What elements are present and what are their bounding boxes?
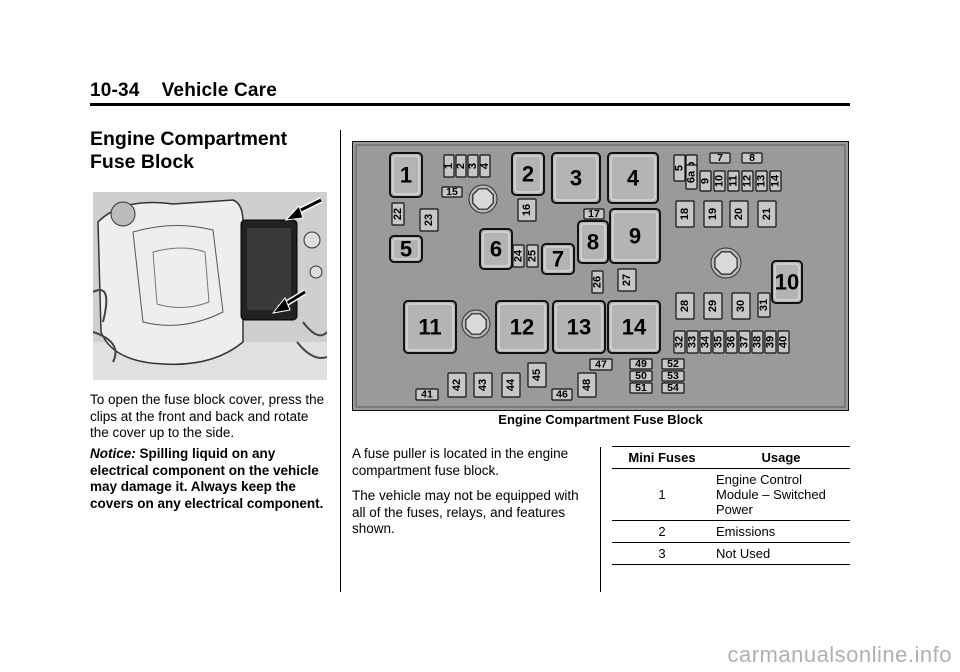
fuse-label: 15 [446,186,458,198]
column-divider-left [340,130,341,592]
fuse-label: 43 [477,378,489,392]
page-header [90,80,277,102]
fuse-label: 6a [685,170,698,184]
fuse-label: 18 [679,207,691,221]
fuse-label: 48 [581,378,593,392]
section-name: Vehicle Care [161,80,278,101]
engine-photo [93,192,327,380]
fuse-label: 41 [421,388,433,401]
fuse-label: 14 [621,314,647,340]
fuse-number: 2 [612,521,712,543]
fuse-label: 21 [761,207,773,221]
page-number: 10-34 [90,80,140,101]
fuse-label: 8 [749,152,755,164]
fuse-label: 27 [621,273,633,287]
fuse-label: 7 [717,152,723,164]
fuse-label: 13 [566,314,592,340]
mount-nut [715,252,737,274]
fuse-label: 52 [667,358,679,370]
fuse-number: 1 [612,469,712,521]
fuse-label: 5 [399,236,413,262]
fuse-label: 22 [392,207,404,221]
fuse-label: 23 [423,213,435,227]
table-header-usage: Usage [712,447,850,469]
fuse-label: 34 [699,335,712,349]
fuse-label: 3 [569,165,583,191]
column-divider-right [600,447,601,592]
fuse-label: 32 [673,335,686,349]
fuse-label: 29 [707,299,719,313]
notice-text [90,446,330,512]
fuse-label: 11 [727,175,740,187]
fuse-label: 53 [667,370,679,382]
fuse-label: 9 [628,223,642,249]
fuse-label: 1 [399,162,413,188]
fuse-label: 26 [591,275,604,289]
fuse-usage: Emissions [712,521,850,543]
fuse-label: 42 [451,378,463,392]
mount-nut [473,189,493,209]
fuse-label: 7 [551,246,565,272]
fuse-label: 46 [556,388,568,401]
fuse-label: 30 [735,299,747,313]
table-row [612,521,850,543]
fuse-label: 35 [712,335,725,349]
fuse-label: 2 [455,162,467,170]
section-title-line-1: Engine Compartment [90,128,288,150]
fuse-label: 13 [755,174,768,188]
fuse-label: 4 [479,162,491,170]
equipment-note-text: The vehicle may not be equipped with all of the fuses, relays, and features shown. [352,488,579,536]
fuse-label: 10 [713,174,726,188]
fuse-puller-text: A fuse puller is located in the engine compartment fuse block. [352,446,569,478]
instructions-text: To open the fuse block cover, press the clips at the front and back and rotate the cover up to the side. [90,392,325,440]
fuse-label: 54 [667,382,679,394]
section-title [90,128,330,174]
fuse-label: 19 [707,207,719,221]
fuse-label: 40 [777,335,790,349]
fuse-label: 33 [686,335,699,349]
table-row [612,543,850,565]
notice-body: Spilling liquid on any electrical component on the vehicle may damage it. Always keep the covers on any electrical component. [90,446,324,511]
fuse-label: 12 [741,174,754,188]
fuse-block-svg [352,141,849,411]
fuse-label: 44 [505,378,517,392]
fuse-block-diagram [352,141,849,411]
fuse-number: 3 [612,543,712,565]
fuse-label: 49 [635,358,647,370]
fuse-label: 36 [725,335,738,349]
fuse-label: 11 [418,314,442,340]
fuse-label: 1 [443,162,455,170]
fuse-label: 50 [635,370,647,382]
fuse-label: 6 [489,236,503,262]
fuse-label: 39 [764,335,777,349]
fuse-label: 3 [467,162,479,170]
header-rule [90,103,850,106]
table-row [612,469,850,521]
fuse-label: 28 [679,299,691,313]
table-header-mini-fuses: Mini Fuses [612,447,712,469]
fuse-label: 51 [635,382,647,394]
fuse-label: 38 [751,335,764,349]
fuse-label: 16 [521,203,533,217]
section-title-line-2: Fuse Block [90,151,195,173]
fuse-label: 24 [512,249,525,263]
mount-nut [466,314,486,334]
fuse-label: 2 [521,161,535,187]
fuse-usage: Engine Control Module – Switched Power [712,469,850,521]
fuse-label: 37 [738,335,751,349]
fuse-label: 10 [774,269,800,295]
fuse-label: 5 [673,164,686,172]
fuse-label: 8 [586,229,600,255]
fuse-label: 47 [595,358,607,371]
fuse-usage: Not Used [712,543,850,565]
notice-label: Notice: [90,446,136,461]
fuse-label: 31 [758,298,770,312]
fuse-label: 12 [509,314,535,340]
fuse-label: 20 [733,207,745,221]
fuse-label: 45 [531,368,543,382]
fuse-label: 17 [588,208,600,220]
fuse-usage-table [612,446,850,565]
fuse-label: 9 [699,177,712,185]
fuse-label: 14 [769,174,782,188]
watermark: carmanualsonline.info [727,642,952,667]
fuse-label: 4 [626,165,640,191]
diagram-caption: Engine Compartment Fuse Block [498,412,703,427]
table-header-row [612,447,850,469]
fuse-label: 25 [526,249,539,263]
